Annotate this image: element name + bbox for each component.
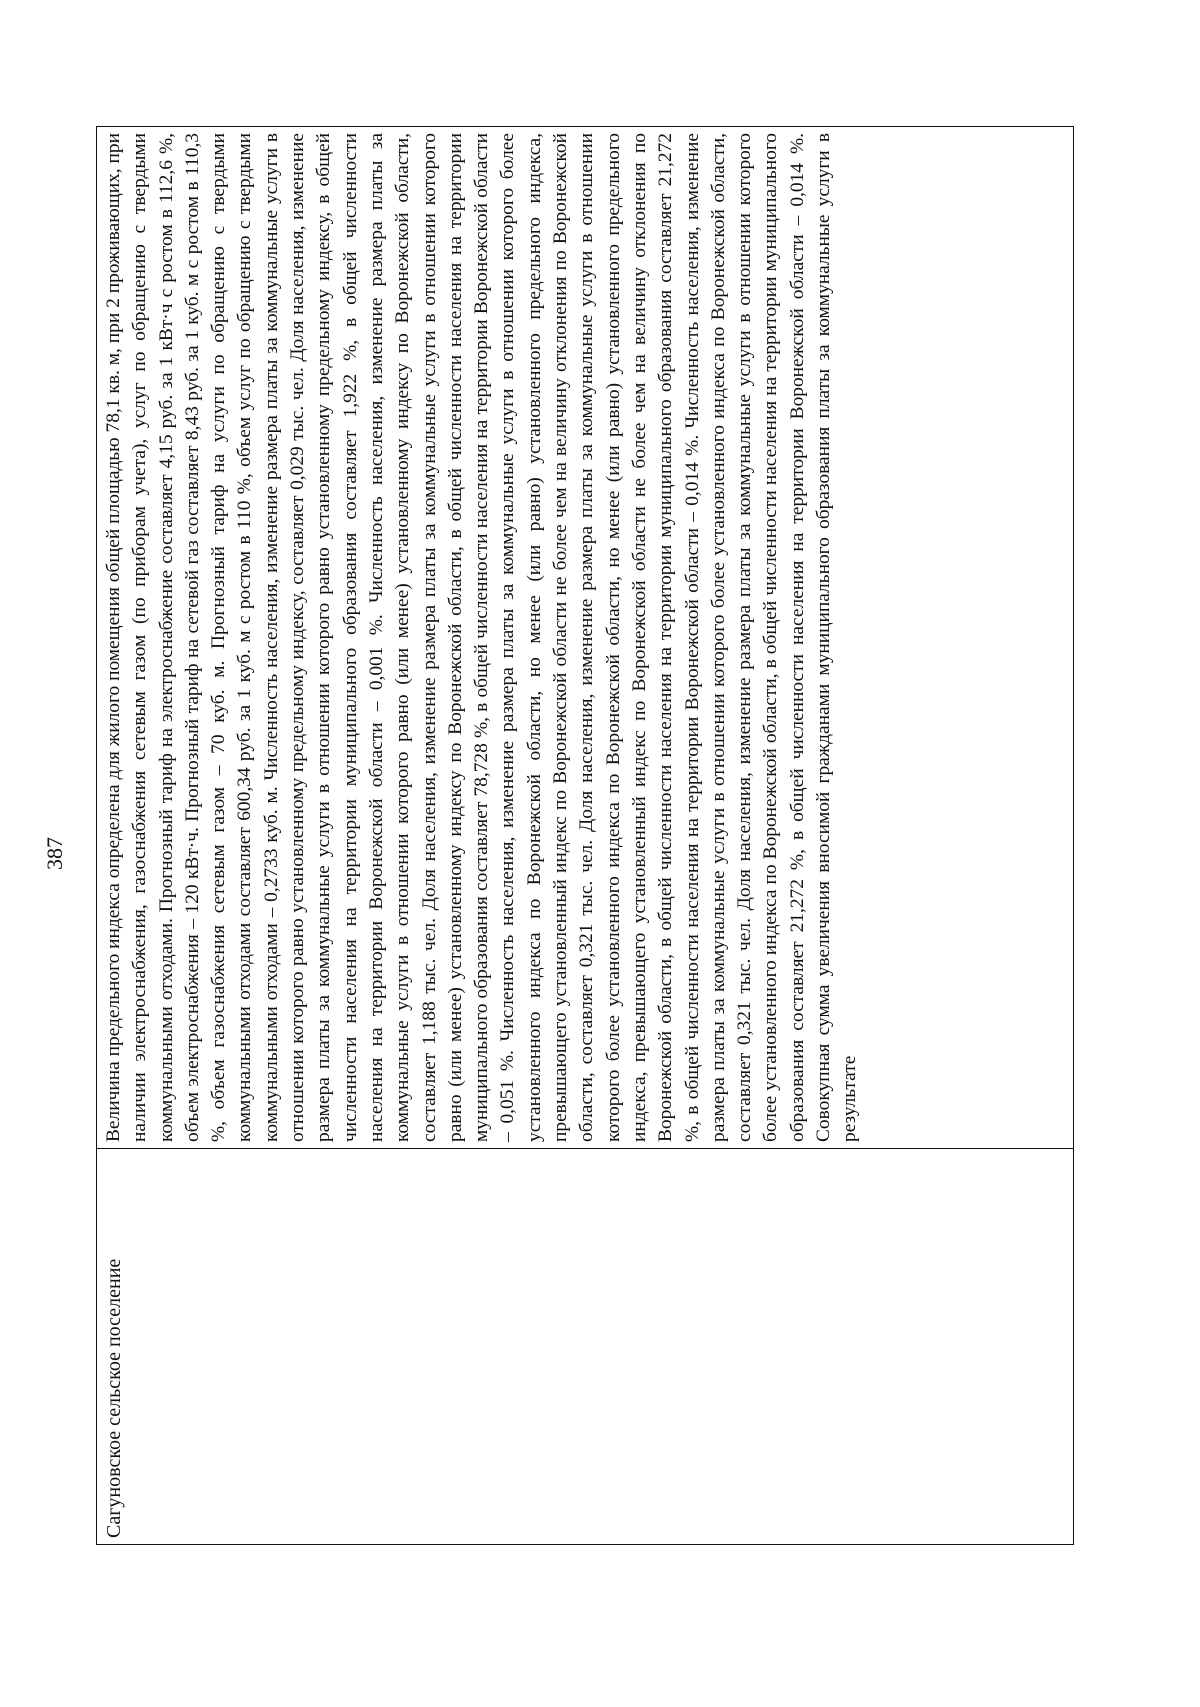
page-number: 387 — [42, 837, 67, 870]
table-row — [97, 127, 1074, 1545]
index-description-cell: Величина предельного индекса определена для жилого помещения общей площадью 78,1 кв. м, при 2 проживающих, при наличии электроснабжения, газоснабжения сетевым газом (по приборам учета), услуг по обращению с твердыми коммунальными отходами. Прогнозный тариф на электроснабжение составляет 4,15 руб. за 1 кВт·ч с ростом в 112,6 %, объем электроснабжения – 120 кВт·ч. Прогнозный тариф на сетевой газ составляет 8,43 руб. за 1 куб. м с ростом в 110,3 %, объем газоснабжения сетевым газом – 70 куб. м. Прогнозный тариф на услуги по обращению с твердыми коммунальными отходами составляет 600,34 руб. за 1 куб. м с ростом в 110 %, объем услуг по обращению с твердыми коммунальными отходами – 0,2733 куб. м. Численность населения, изменение размера платы за коммунальные услуги в отношении которого равно установленному предельному индексу, составляет 0,029 тыс. чел. Доля населения, изменение размера платы за коммунальные услуги в отношении которого равно установленному предельному индексу, в общей численности населения на территории муниципального образования составляет 1,922 %, в общей численности населения на территории Воронежской области – 0,001 %. Численность населения, изменение размера платы за коммунальные услуги в отношении которого равно (или менее) установленному индексу по Воронежской области, составляет 1,188 тыс. чел. Доля населения, изменение размера платы за коммунальные услуги в отношении которого равно (или менее) установленному индексу по Воронежской области, в общей численности населения на территории муниципального образования составляет 78,728 %, в общей численности населения на территории Воронежской области – 0,051 %. Численность населения, изменение размера платы за коммунальные услуги в отношении которого более установленного индекса по Воронежской области, но менее (или равно) установленного предельного индекса, превышающего установленный индекс по Воронежской области не более чем на величину отклонения по Воронежской области, составляет 0,321 тыс. чел. Доля населения, изменение размера платы за коммунальные услуги в отношении которого более установленного индекса по Воронежской области, но менее (или равно) установленного предельного индекса, превышающего установленный индекс по Воронежской области не более чем на величину отклонения по Воронежской области, в общей численности населения на территории муниципального образования составляет 21,272 %, в общей численности населения на территории Воронежской области – 0,014 %. Численность населения, изменение размера платы за коммунальные услуги в отношении которого более установленного индекса по Воронежской области, составляет 0,321 тыс. чел. Доля населения, изменение размера платы за коммунальные услуги в отношении которого более установленного индекса по Воронежской области, в общей численности населения на территории муниципального образования составляет 21,272 %, в общей численности населения на территории Воронежской области – 0,014 %. Совокупная сумма увеличения вносимой гражданами муниципального образования платы за коммунальные услуги в результате — [97, 127, 1074, 1149]
settlement-name-cell: Сагуновское сельское поселение — [97, 1149, 1074, 1545]
data-table — [96, 126, 1074, 1545]
